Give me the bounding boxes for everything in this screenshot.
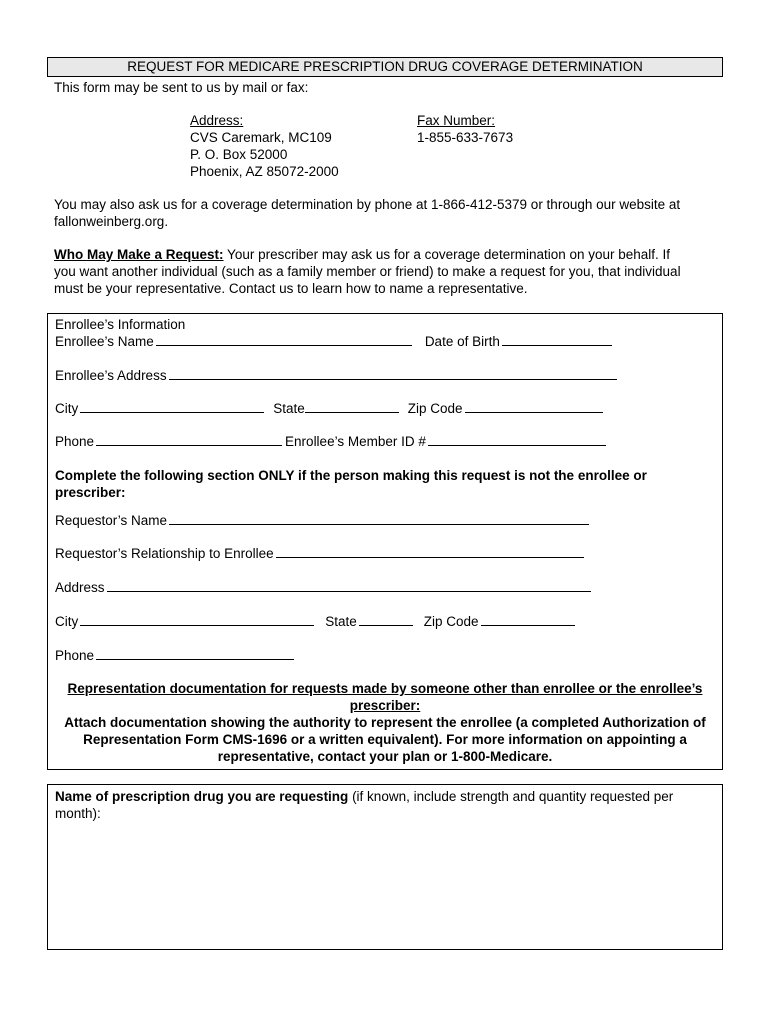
drug-label-bold: Name of prescription drug you are requesting — [55, 789, 349, 804]
phone-paragraph-line-2: fallonweinberg.org. — [54, 214, 169, 229]
requestor-phone-row — [55, 647, 297, 664]
requestor-relationship-label: Requestor’s Relationship to Enrollee — [55, 546, 274, 561]
requestor-state-label: State — [325, 614, 357, 629]
phone-paragraph — [54, 196, 719, 230]
who-heading: Who May Make a Request: — [54, 247, 224, 262]
enrollee-city-field[interactable] — [80, 400, 264, 413]
requestor-relationship-row — [55, 545, 587, 562]
enrollee-name-field[interactable] — [156, 333, 412, 346]
dob-label: Date of Birth — [424, 334, 500, 349]
address-line-1: CVS Caremark, MC109 — [190, 130, 332, 145]
enrollee-name-row — [55, 333, 615, 350]
enrollee-section-title: Enrollee’s Information — [55, 317, 186, 332]
who-may-request-paragraph — [54, 246, 719, 297]
who-paragraph-line-3: must be your representative. Contact us to learn how to name a representative. — [54, 281, 528, 296]
requestor-city-label: City — [55, 614, 79, 629]
phone-paragraph-line-1: You may also ask us for a coverage determination by phone at 1-866-412-5379 or through our website at — [54, 197, 681, 212]
representation-body-line-3: representative, contact your plan or 1-800-Medicare. — [217, 749, 553, 764]
representation-notice — [52, 680, 718, 765]
enrollee-phone-row — [55, 433, 609, 450]
prescription-drug-box[interactable] — [47, 784, 723, 950]
enrollee-phone-field[interactable] — [96, 433, 282, 446]
member-id-field[interactable] — [428, 433, 606, 446]
dob-field[interactable] — [502, 333, 612, 346]
enrollee-zip-label: Zip Code — [407, 401, 463, 416]
representation-body-line-1: Attach documentation showing the authority to represent the enrollee (a completed Authorization of — [64, 715, 706, 730]
requestor-instruction-line-2: prescriber: — [55, 485, 126, 500]
representation-heading-line-1: Representation documentation for requests made by someone other than enrollee or the enrollee’s — [67, 681, 703, 696]
requestor-zip-label: Zip Code — [423, 614, 479, 629]
requestor-relationship-field[interactable] — [276, 545, 584, 558]
enrollee-address-field[interactable] — [169, 367, 617, 380]
enrollee-address-label: Enrollee’s Address — [55, 368, 167, 383]
address-line-3: Phoenix, AZ 85072-2000 — [190, 164, 339, 179]
requestor-phone-label: Phone — [55, 648, 95, 663]
fax-label: Fax Number: — [417, 113, 496, 128]
requestor-address-field[interactable] — [107, 579, 591, 592]
enrollee-state-field[interactable] — [305, 400, 399, 413]
requestor-address-row — [55, 579, 594, 596]
representation-heading-line-2: prescriber: — [349, 698, 421, 713]
requestor-phone-field[interactable] — [96, 647, 294, 660]
requestor-city-row — [55, 613, 578, 630]
form-title — [47, 57, 723, 77]
drug-label — [55, 788, 710, 822]
enrollee-address-row — [55, 367, 620, 384]
enrollee-zip-field[interactable] — [465, 400, 603, 413]
form-title-text: REQUEST FOR MEDICARE PRESCRIPTION DRUG COVERAGE DETERMINATION — [127, 59, 643, 74]
member-id-label: Enrollee’s Member ID # — [285, 434, 426, 449]
drug-label-rest: (if known, include strength and quantity requested per — [348, 789, 674, 804]
requestor-instruction-line-1: Complete the following section ONLY if the person making this request is not the enrollee or — [55, 468, 647, 483]
requestor-name-field[interactable] — [169, 512, 589, 525]
drug-label-line-1 — [55, 788, 710, 805]
representation-body-line-2: Representation Form CMS-1696 or a written equivalent). For more information on appointing a — [83, 732, 687, 747]
requestor-address-label: Address — [55, 580, 105, 595]
requestor-name-row — [55, 512, 592, 529]
enrollee-name-label: Enrollee’s Name — [55, 334, 154, 349]
fax-info — [417, 112, 513, 146]
drug-label-line-2: month): — [55, 806, 101, 821]
enrollee-city-row — [55, 400, 606, 417]
address-line-2: P. O. Box 52000 — [190, 147, 288, 162]
address-label: Address: — [190, 113, 244, 128]
fax-number: 1-855-633-7673 — [417, 130, 514, 145]
enrollee-phone-label: Phone — [55, 434, 95, 449]
mailing-address — [190, 112, 339, 180]
requestor-city-field[interactable] — [80, 613, 314, 626]
requestor-name-label: Requestor’s Name — [55, 513, 168, 528]
requestor-state-field[interactable] — [359, 613, 413, 626]
enrollee-state-label: State — [273, 401, 305, 416]
enrollee-information-box — [47, 313, 723, 770]
enrollee-city-label: City — [55, 401, 79, 416]
requestor-zip-field[interactable] — [481, 613, 575, 626]
who-paragraph-line-1 — [54, 246, 719, 263]
who-paragraph-line-2: you want another individual (such as a family member or friend) to make a request for you, that individual — [54, 264, 681, 279]
who-line-1-rest: Your prescriber may ask us for a coverage determination on your behalf. If — [223, 247, 671, 262]
intro-text: This form may be sent to us by mail or fax: — [54, 80, 309, 95]
